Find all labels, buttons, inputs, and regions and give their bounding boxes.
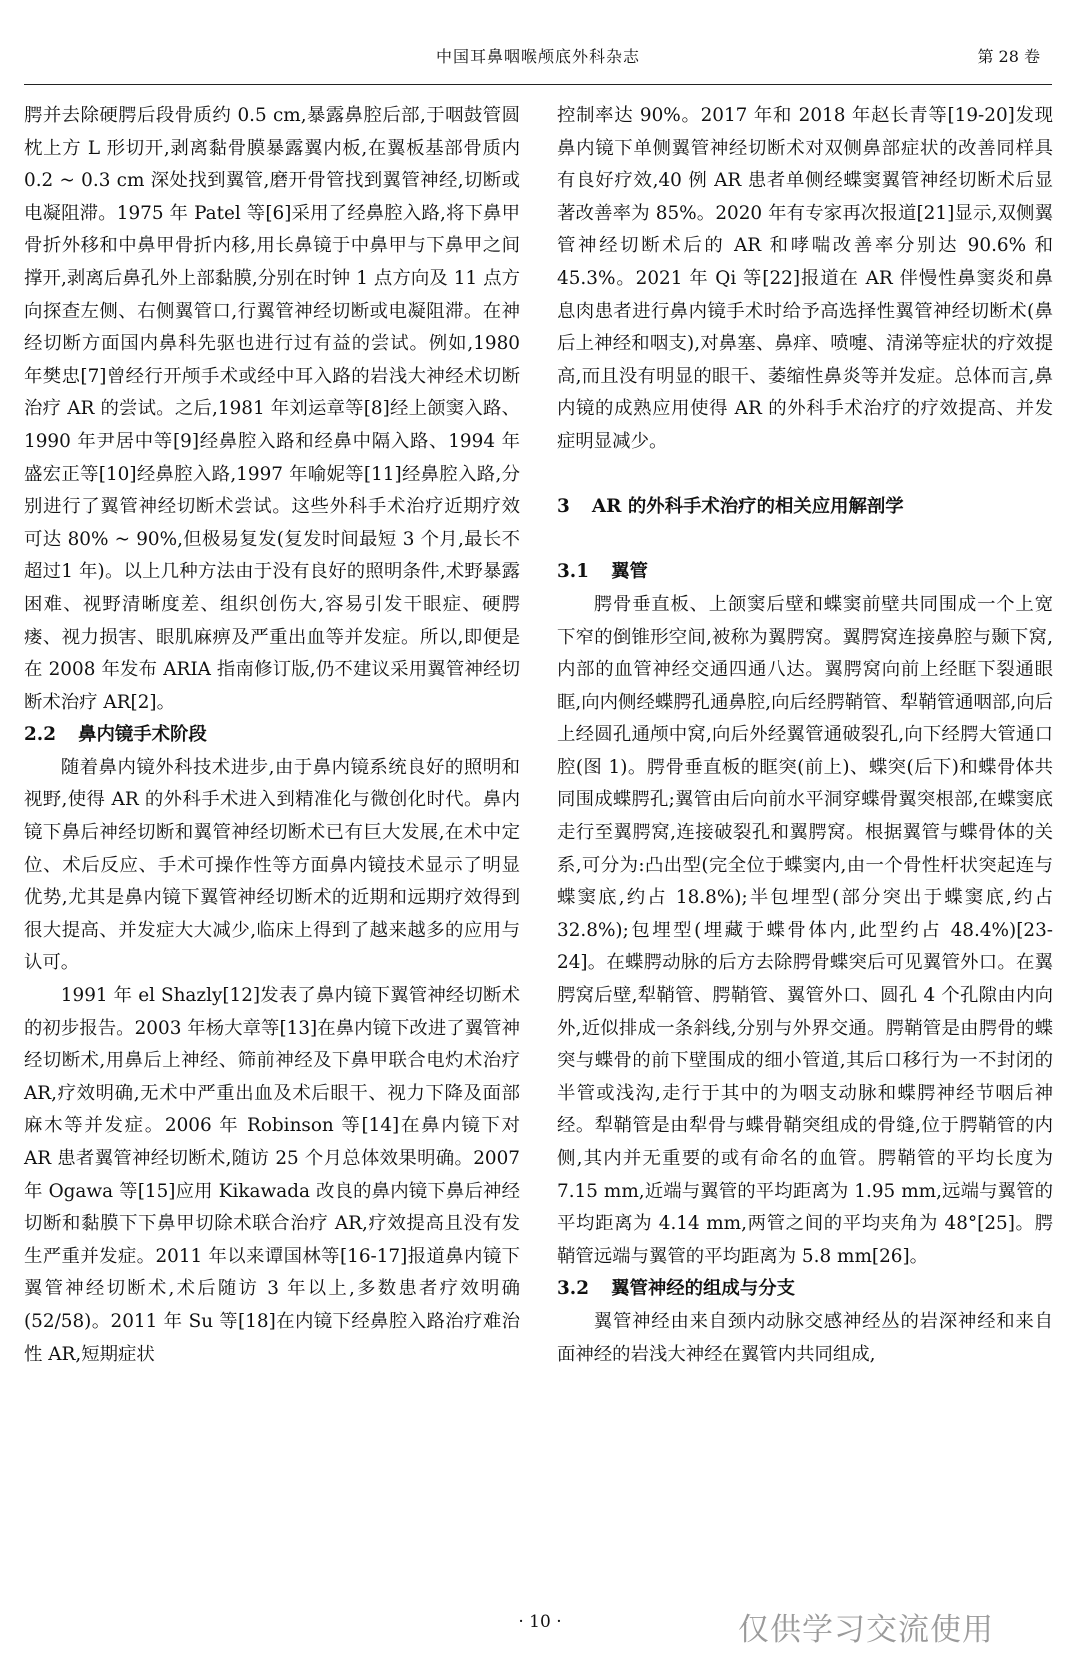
body-paragraph: 控制率达 90%。2017 年和 2018 年赵长青等[19-20]发现鼻内镜下单侧翼管神经切断术对双侧鼻部症状的改善同样具有良好疗效,40 例 AR 患者单侧经蝶窦翼管神经切断术后显著改善率为 85%。2020 年有专家再次报道[21]显示,双侧翼管神经切断术后的 AR 和哮喘改善率分别达 90.6% 和 45.3%。2021 年 Qi 等[22]报道在 AR 伴慢性鼻窦炎和鼻息肉患者进行鼻内镜手术时给予高选择性翼管神经切断术(鼻后上神经和咽支),对鼻塞、鼻痒、喷嚏、清涕等症状的疗效提高,而且没有明显的眼干、萎缩性鼻炎等并发症。总体而言,鼻内镜的成熟应用使得 AR 的外科手术治疗的疗效提高、并发症明显减少。: [557, 105, 1053, 452]
watermark: 仅供学习交流使用: [738, 1612, 994, 1648]
left-column: [24, 100, 520, 1371]
section-heading: [24, 719, 520, 752]
section-heading: [557, 556, 1053, 589]
running-header: [24, 36, 1052, 85]
journal-title: 中国耳鼻咽喉颅底外科杂志: [435, 47, 640, 66]
section-number: 3: [557, 496, 570, 518]
right-column: [557, 100, 1053, 1371]
section-number: 2.2: [24, 724, 56, 746]
body-paragraph: 腭并去除硬腭后段骨质约 0.5 cm,暴露鼻腔后部,于咽鼓管圆枕上方 L 形切开,剥离黏骨膜暴露翼内板,在翼板基部骨质内 0.2 ~ 0.3 cm 深处找到翼管,磨开骨管找到翼管神经,切断或电凝阻滞。1975 年 Patel 等[6]采用了经鼻腔入路,将下鼻甲骨折外移和中鼻甲骨折内移,用长鼻镜于中鼻甲与下鼻甲之间撑开,剥离后鼻孔外上部黏膜,分别在时钟 1 点方向及 11 点方向探查左侧、右侧翼管口,行翼管神经切断或电凝阻滞。在神经切断方面国内鼻科先驱也进行过有益的尝试。例如,1980 年樊忠[7]曾经行开颅手术或经中耳入路的岩浅大神经术切断治疗 AR 的尝试。之后,1981 年刘运章等[8]经上颌窦入路、1990 年尹居中等[9]经鼻腔入路和经鼻中隔入路、1994 年盛宏正等[10]经鼻腔入路,1997 年喻妮等[11]经鼻腔入路,分别进行了翼管神经切断术尝试。这些外科手术治疗近期疗效可达 80% ~ 90%,但极易复发(复发时间最短 3 个月,最长不超过1 年)。以上几种方法由于没有良好的照明条件,术野暴露困难、视野清晰度差、组织创伤大,容易引发干眼症、硬腭瘘、视力损害、眼肌麻痹及严重出血等并发症。所以,即便是在 2008 年发布 ARIA 指南修订版,仍不建议采用翼管神经切断术治疗 AR[2]。: [24, 105, 520, 713]
section-heading: [557, 1273, 1053, 1306]
section-heading: [557, 491, 1053, 524]
section-title: AR 的外科手术治疗的相关应用解剖学: [591, 496, 904, 518]
page-number: · 10 ·: [518, 1612, 562, 1632]
section-title: 鼻内镜手术阶段: [78, 724, 207, 746]
body-paragraph: 随着鼻内镜外科技术进步,由于鼻内镜系统良好的照明和视野,使得 AR 的外科手术进入到精准化与微创化时代。鼻内镜下鼻后神经切断和翼管神经切断术已有巨大发展,在术中定位、术后反应、手术可操作性等方面鼻内镜技术显示了明显优势,尤其是鼻内镜下翼管神经切断术的近期和远期疗效得到很大提高、并发症大大减少,临床上得到了越来越多的应用与认可。: [24, 756, 520, 974]
volume-label: 第 28 卷: [977, 47, 1040, 66]
section-title: 翼管: [611, 561, 648, 583]
section-number: 3.2: [557, 1278, 589, 1300]
section-number: 3.1: [557, 561, 589, 583]
body-paragraph: 翼管神经由来自颈内动脉交感神经丛的岩深神经和来自面神经的岩浅大神经在翼管内共同组成,: [557, 1310, 1053, 1365]
body-paragraph: 1991 年 el Shazly[12]发表了鼻内镜下翼管神经切断术的初步报告。2003 年杨大章等[13]在鼻内镜下改进了翼管神经切断术,用鼻后上神经、筛前神经及下鼻甲联合电灼术治疗 AR,疗效明确,无术中严重出血及术后眼干、视力下降及面部麻木等并发症。2006 年 Robinson 等[14]在鼻内镜下对 AR 患者翼管神经切断术,随访 25 个月总体效果明确。2007 年 Ogawa 等[15]应用 Kikawada 改良的鼻内镜下鼻后神经切断和黏膜下下鼻甲切除术联合治疗 AR,疗效提高且没有发生严重并发症。2011 年以来谭国林等[16-17]报道鼻内镜下翼管神经切断术,术后随访 3 年以上,多数患者疗效明确(52/58)。2011 年 Su 等[18]在内镜下经鼻腔入路治疗难治性 AR,短期症状: [24, 985, 520, 1365]
section-title: 翼管神经的组成与分支: [611, 1278, 795, 1300]
body-paragraph: 腭骨垂直板、上颌窦后壁和蝶窦前壁共同围成一个上宽下窄的倒锥形空间,被称为翼腭窝。翼腭窝连接鼻腔与颞下窝,内部的血管神经交通四通八达。翼腭窝向前上经眶下裂通眼眶,向内侧经蝶腭孔通鼻腔,向后经腭鞘管、犁鞘管通咽部,向后上经圆孔通颅中窝,向后外经翼管通破裂孔,向下经腭大管通口腔(图 1)。腭骨垂直板的眶突(前上)、蝶突(后下)和蝶骨体共同围成蝶腭孔;翼管由后向前水平洞穿蝶骨翼突根部,在蝶窦底走行至翼腭窝,连接破裂孔和翼腭窝。根据翼管与蝶骨体的关系,可分为:凸出型(完全位于蝶窦内,由一个骨性杆状突起连与蝶窦底,约占 18.8%);半包埋型(部分突出于蝶窦底,约占 32.8%);包埋型(埋藏于蝶骨体内,此型约占 48.4%)[23-24]。在蝶腭动脉的后方去除腭骨蝶突后可见翼管外口。在翼腭窝后壁,犁鞘管、腭鞘管、翼管外口、圆孔 4 个孔隙由内向外,近似排成一条斜线,分别与外界交通。腭鞘管是由腭骨的蝶突与蝶骨的前下壁围成的细小管道,其后口移行为一不封闭的半管或浅沟,走行于其中的为咽支动脉和蝶腭神经节咽后神经。犁鞘管是由犁骨与蝶骨鞘突组成的骨缝,位于腭鞘管的内侧,其内并无重要的或有命名的血管。腭鞘管的平均长度为 7.15 mm,近端与翼管的平均距离为 1.95 mm,远端与翼管的平均距离为 4.14 mm,两管之间的平均夹角为 48°[25]。腭鞘管远端与翼管的平均距离为 5.8 mm[26]。: [557, 593, 1053, 1267]
